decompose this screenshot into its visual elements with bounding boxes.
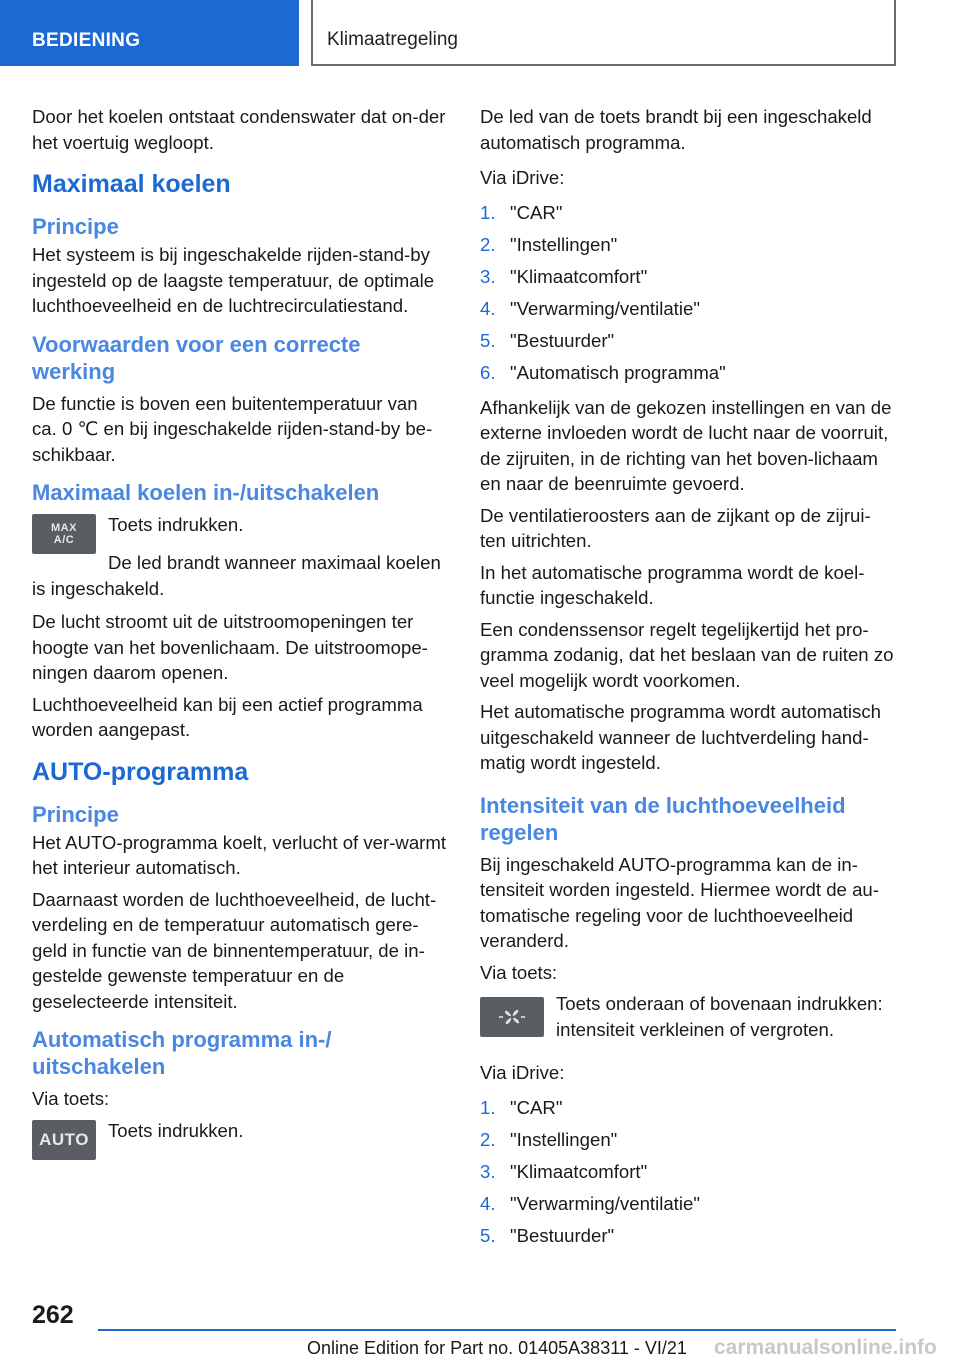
page-header bbox=[0, 0, 960, 66]
maxac-press-text: Toets indrukken. bbox=[108, 514, 244, 535]
afhankelijk-paragraph: Afhankelijk van de gekozen instellingen en van de externe invloeden wordt de lucht naar de voorruit, de zijruiten, in de richting van het boven-lichaam en naar de beenruimte gevoerd. bbox=[480, 396, 892, 494]
section-title: BEDIENING bbox=[32, 30, 141, 51]
step-text: "Klimaatcomfort" bbox=[510, 265, 648, 287]
step-number: 5. bbox=[480, 329, 496, 351]
heading-max-in-uit: Maximaal koelen in-/uitschakelen bbox=[32, 480, 380, 505]
step-text: "Bestuurder" bbox=[510, 329, 615, 351]
step-item bbox=[480, 293, 895, 325]
section-tab bbox=[0, 0, 299, 66]
step-number: 3. bbox=[480, 1160, 496, 1182]
maxac-led-text: De led brandt wanneer maximaal koelen is ingeschakeld. bbox=[32, 552, 441, 599]
step-text: "Verwarming/ventilatie" bbox=[510, 297, 700, 319]
fan-icon bbox=[497, 1005, 527, 1029]
fan-intensity-icon bbox=[480, 997, 544, 1037]
heading-principe: Principe bbox=[32, 214, 119, 239]
heading-voorwaarden: Voorwaarden voor een correcte werking bbox=[32, 331, 361, 384]
step-item bbox=[480, 1188, 895, 1220]
chapter-tab bbox=[311, 0, 896, 66]
step-number: 1. bbox=[480, 201, 496, 223]
step-number: 4. bbox=[480, 297, 496, 319]
right-column bbox=[480, 104, 895, 1258]
edition-text: Online Edition for Part no. 01405A38311 - VI/21 bbox=[307, 1338, 687, 1358]
step-item bbox=[480, 197, 895, 229]
step-number: 4. bbox=[480, 1192, 496, 1214]
step-text: "Klimaatcomfort" bbox=[510, 1160, 648, 1182]
via-toets-label-2: Via toets: bbox=[480, 961, 558, 983]
footer-divider bbox=[98, 1329, 896, 1331]
heading-auto-programma: AUTO-programma bbox=[32, 757, 249, 786]
heading-auto-in-uit: Automatisch programma in-/ uitschakelen bbox=[32, 1027, 332, 1079]
step-text: "Verwarming/ventilatie" bbox=[510, 1192, 700, 1214]
maxac-row bbox=[32, 512, 447, 554]
page-number: 262 bbox=[32, 1301, 74, 1329]
koelfunctie-paragraph: In het automatische programma wordt de koel-functie ingeschakeld. bbox=[480, 561, 865, 608]
heading-intensiteit: Intensiteit van de luchthoeveelheid regelen bbox=[480, 792, 846, 845]
heading-principe-2: Principe bbox=[32, 801, 119, 827]
uitschakeling-paragraph: Het automatische programma wordt automatisch uitgeschakeld wanneer de luchtverdeling hand-matig wordt ingesteld. bbox=[480, 701, 881, 773]
step-text: "CAR" bbox=[510, 201, 563, 223]
auto-press-text: Toets indrukken. bbox=[108, 1119, 244, 1141]
step-text: "Instellingen" bbox=[510, 233, 618, 255]
intensiteit-paragraph: Bij ingeschakeld AUTO-programma kan de in-tensiteit worden ingesteld. Hiermee wordt de au-tomatische regeling voor de luchthoeveelheid veranderd. bbox=[480, 853, 879, 951]
ventilatie-paragraph: De ventilatieroosters aan de zijkant op de zijrui-ten uitrichten. bbox=[480, 504, 871, 551]
heading-maximaal-koelen: Maximaal koelen bbox=[32, 170, 231, 198]
step-item bbox=[480, 229, 895, 261]
intro-paragraph: Door het koelen ontstaat condenswater dat on-der het voertuig wegloopt. bbox=[32, 106, 446, 153]
via-idrive-label: Via iDrive: bbox=[480, 167, 565, 188]
auto-paragraph-2: Daarnaast worden de luchthoeveelheid, de lucht-verdeling en de temperatuur automatisch gere-geld in functie van de binnentemperatuur, de in-gestelde gewenste temperatuur en de geselecteerde intensiteit. bbox=[32, 888, 437, 1012]
step-text: "Bestuurder" bbox=[510, 1224, 615, 1246]
via-toets-label: Via toets: bbox=[32, 1088, 110, 1109]
principe-paragraph: Het systeem is bij ingeschakelde rijden-stand-by ingesteld op de laagste temperatuur, de optimale luchthoeveelheid en de luchtrecirculatiestand. bbox=[32, 244, 435, 316]
watermark: carmanualsonline.info bbox=[714, 1336, 937, 1359]
condenssensor-paragraph: Een condenssensor regelt tegelijkertijd het pro-gramma zodanig, dat het beslaan van de ruiten zo veel mogelijk wordt voorkomen. bbox=[480, 618, 894, 691]
step-text: "CAR" bbox=[510, 1096, 563, 1118]
chapter-title: Klimaatregeling bbox=[327, 29, 458, 50]
via-idrive-label-2: Via iDrive: bbox=[480, 1062, 565, 1083]
auto-paragraph-1: Het AUTO-programma koelt, verlucht of ver-warmt het interieur automatisch. bbox=[32, 831, 447, 878]
auto-row bbox=[32, 1118, 447, 1160]
step-text: "Instellingen" bbox=[510, 1128, 618, 1150]
luchthoeveelheid-paragraph: Luchthoeveelheid kan bij een actief programma worden aangepast. bbox=[32, 693, 423, 740]
fan-text: Toets onderaan of bovenaan indrukken: intensiteit verkleinen of vergroten. bbox=[556, 993, 883, 1040]
led-paragraph: De led van de toets brandt bij een ingeschakeld automatisch programma. bbox=[480, 106, 872, 153]
step-item bbox=[480, 261, 895, 293]
step-number: 6. bbox=[480, 361, 496, 383]
lucht-paragraph: De lucht stroomt uit de uitstroomopeningen ter hoogte van het bovenlichaam. De uitstroomope-ningen daarom openen. bbox=[32, 611, 428, 683]
voorwaarden-paragraph: De functie is boven een buitentemperatuur van ca. 0 ℃ en bij ingeschakelde rijden-stand-by be-schikbaar. bbox=[32, 392, 433, 465]
max-ac-icon-line1: MAX bbox=[51, 522, 77, 534]
step-number: 2. bbox=[480, 233, 496, 255]
step-number: 2. bbox=[480, 1128, 496, 1150]
max-ac-icon-line2: A/C bbox=[53, 534, 75, 546]
step-item bbox=[480, 1092, 895, 1124]
step-number: 1. bbox=[480, 1096, 496, 1118]
max-ac-button-icon bbox=[32, 514, 96, 554]
step-item bbox=[480, 1124, 895, 1156]
step-number: 3. bbox=[480, 265, 496, 287]
idrive-steps-1 bbox=[480, 197, 895, 389]
step-item bbox=[480, 1220, 895, 1252]
idrive-steps-2 bbox=[480, 1092, 895, 1252]
fan-row bbox=[480, 991, 895, 1042]
step-item bbox=[480, 325, 895, 357]
step-item bbox=[480, 1156, 895, 1188]
left-column bbox=[32, 104, 447, 1160]
step-text: "Automatisch programma" bbox=[510, 361, 726, 383]
auto-button-icon: AUTO bbox=[32, 1120, 96, 1160]
step-number: 5. bbox=[480, 1224, 496, 1246]
step-item bbox=[480, 357, 895, 389]
